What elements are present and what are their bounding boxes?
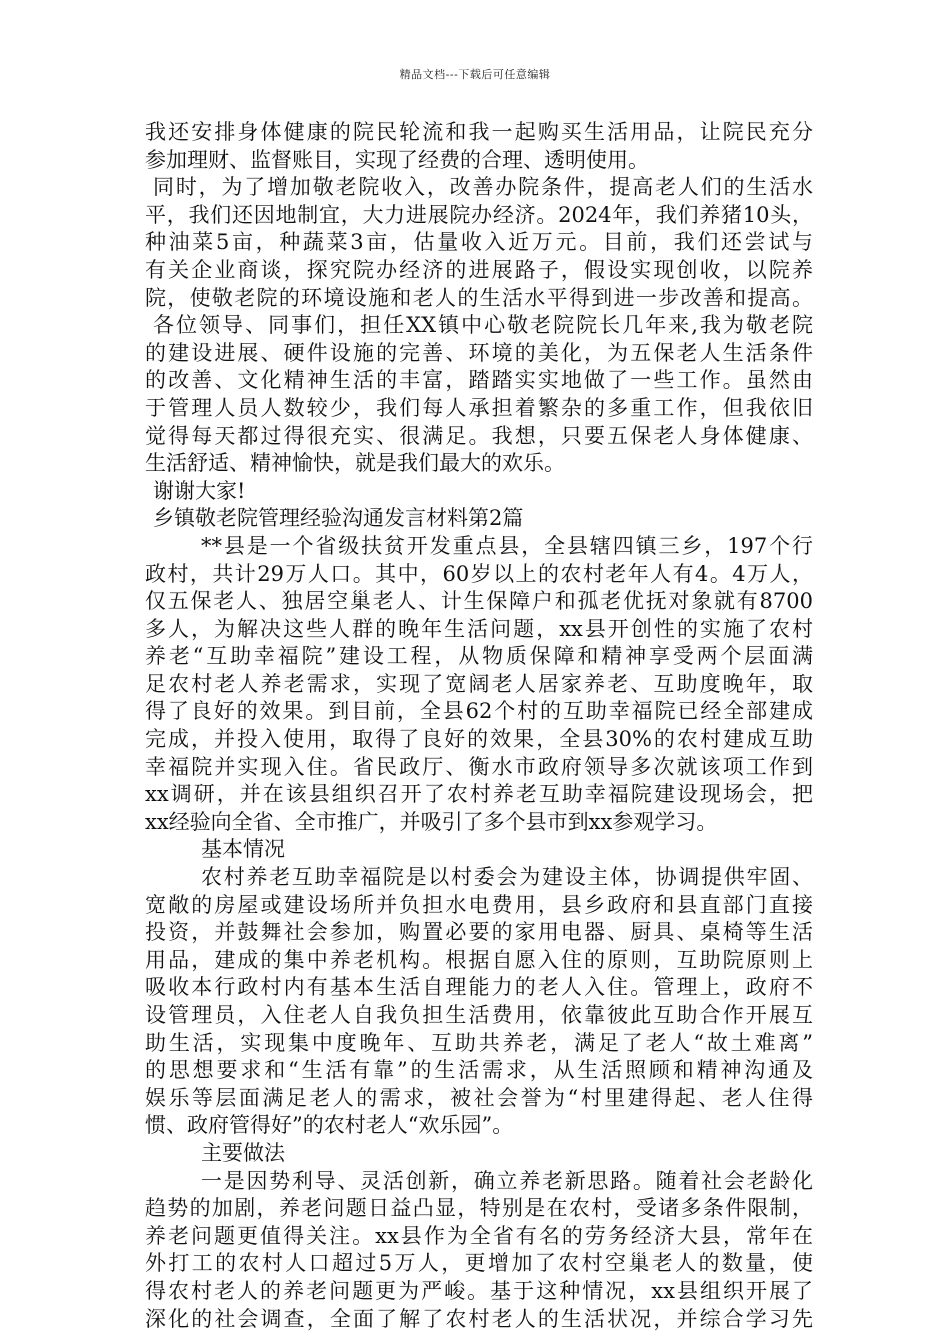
text-line: 投资，并鼓舞社会参加，购置必要的家用电器、厨具、桌椅等生活 <box>145 920 813 945</box>
text-line: 惯、政府管得好”的农村老人“欢乐园”。 <box>145 1113 514 1138</box>
page-header: 精品文档---下载后可任意编辑 <box>399 68 551 81</box>
text-line: 同时，为了增加敬老院收入，改善办院条件，提高老人们的生活水 <box>153 175 813 200</box>
text-line: 生活舒适、精神愉快，就是我们最大的欢乐。 <box>145 451 565 476</box>
text-line: 得农村老人的养老问题更为严峻。基于这种情况，xx县组织开展了 <box>145 1278 813 1303</box>
text-line: 于管理人员人数较少，我们每人承担着繁杂的多重工作，但我依旧 <box>145 395 813 420</box>
text-line: 多人，为解决这些人群的晚年生活问题，xx县开创性的实施了农村 <box>145 616 813 641</box>
text-line: 政村，共计29万人口。其中，60岁以上的农村老年人有4。4万人， <box>145 561 813 586</box>
text-line: 平，我们还因地制宜，大力进展院办经济。2024年，我们养猪10头， <box>145 202 813 227</box>
text-line: 仅五保老人、独居空巢老人、计生保障户和孤老优抚对象就有8700 <box>145 589 813 614</box>
text-line: **县是一个省级扶贫开发重点县，全县辖四镇三乡，197个行 <box>201 533 813 558</box>
text-line: 谢谢大家! <box>153 478 246 503</box>
text-line: 的思想要求和“生活有靠”的生活需求，从生活照顾和精神沟通及 <box>145 1058 813 1083</box>
text-line: 完成，并投入使用，取得了良好的效果，全县30%的农村建成互助 <box>145 727 813 752</box>
text-line: 我还安排身体健康的院民轮流和我一起购买生活用品，让院民充分 <box>145 120 813 144</box>
text-line: 种油菜5亩，种蔬菜3亩，估量收入近万元。目前，我们还尝试与 <box>145 230 813 255</box>
text-line: 助生活，实现集中度晚年、互助共养老，满足了老人“故土难离” <box>145 1030 813 1055</box>
text-line: 得了良好的效果。到目前，全县62个村的互助幸福院已经全部建成 <box>145 699 813 724</box>
text-line: 设管理员，入住老人自我负担生活费用，依靠彼此互助合作开展互 <box>145 1003 813 1027</box>
text-line: 觉得每天都过得很充实、很满足。我想，只要五保老人身体健康、 <box>145 423 813 448</box>
text-line: 院，使敬老院的环境设施和老人的生活水平得到进一步改善和提高。 <box>145 285 813 310</box>
text-line: 的建设进展、硬件设施的完善、环境的美化，为五保老人生活条件 <box>145 340 813 365</box>
text-line: 有关企业商谈，探究院办经济的进展路子，假设实现创收，以院养 <box>145 257 813 282</box>
text-line: 乡镇敬老院管理经验沟通发言材料第2篇 <box>153 506 524 531</box>
text-line: xx经验向全省、全市推广，并吸引了多个县市到xx参观学习。 <box>145 809 718 834</box>
text-line: 幸福院并实现入住。省民政厅、衡水市政府领导多次就该项工作到 <box>145 754 813 779</box>
text-line: 养老问题更值得关注。xx县作为全省有名的劳务经济大县，常年在 <box>145 1223 813 1248</box>
text-line: 各位领导、同事们，担任XX镇中心敬老院院长几年来,我为敬老院 <box>153 313 813 338</box>
text-line: 的改善、文化精神生活的丰富，踏踏实实地做了一些工作。虽然由 <box>145 368 813 393</box>
text-line: 用品，建成的集中养老机构。根据自愿入住的原则，互助院原则上 <box>145 947 813 972</box>
text-line: 主要做法 <box>201 1140 285 1165</box>
text-line: 娱乐等层面满足老人的需求，被社会誉为“村里建得起、老人住得 <box>145 1085 813 1110</box>
text-line: 基本情况 <box>201 837 285 862</box>
text-line: 养老“互助幸福院”建设工程，从物质保障和精神享受两个层面满 <box>145 644 813 669</box>
text-line: 参加理财、监督账目，实现了经费的合理、透明使用。 <box>145 147 649 172</box>
text-line: 趋势的加剧，养老问题日益凸显，特别是在农村，受诸多条件限制， <box>145 1196 813 1221</box>
document-body <box>145 119 813 1333</box>
text-line: 宽敞的房屋或建设场所并负担水电费用，县乡政府和县直部门直接 <box>145 892 813 917</box>
text-line: 吸收本行政村内有基本生活自理能力的老人入住。管理上，政府不 <box>145 975 813 1000</box>
text-line: 农村养老互助幸福院是以村委会为建设主体，协调提供牢固、 <box>201 865 813 890</box>
text-line: 外打工的农村人口超过5万人，更增加了农村空巢老人的数量，使 <box>145 1251 813 1276</box>
text-line: 一是因势利导、灵活创新，确立养老新思路。随着社会老龄化 <box>201 1168 813 1193</box>
text-line: 深化的社会调查，全面了解了农村老人的生活状况，并综合学习先 <box>145 1306 813 1331</box>
text-line: xx调研，并在该县组织召开了农村养老互助幸福院建设现场会，把 <box>145 782 813 807</box>
text-line: 足农村老人养老需求，实现了宽阔老人居家养老、互助度晚年，取 <box>145 671 813 696</box>
